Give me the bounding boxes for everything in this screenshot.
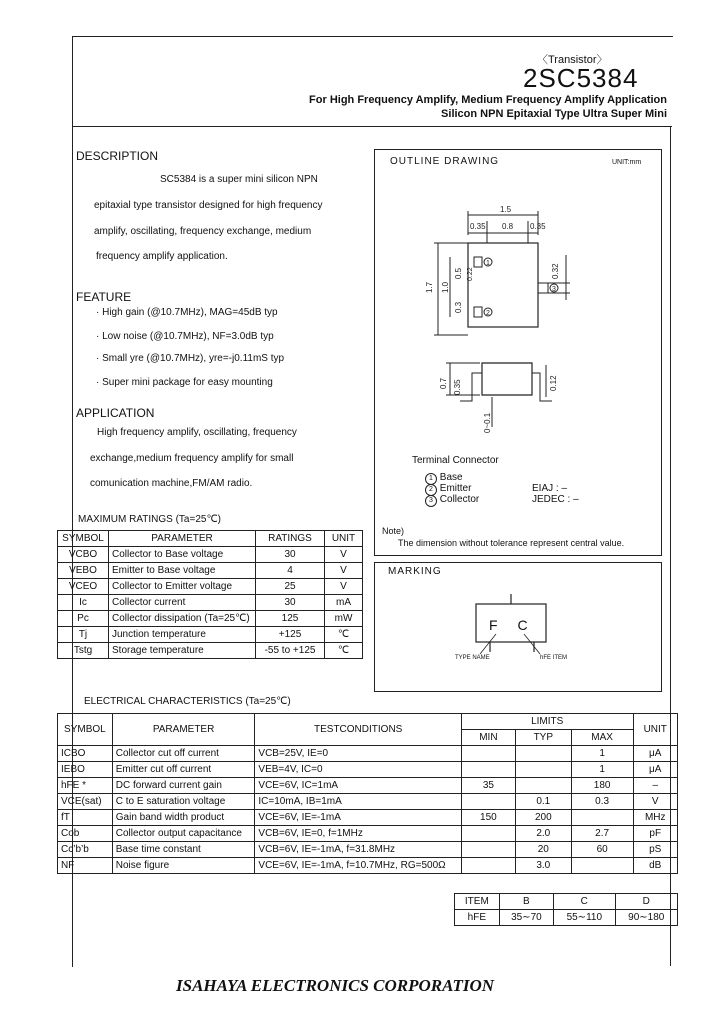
max-cell xyxy=(571,858,633,874)
application-heading: APPLICATION xyxy=(76,406,155,420)
category-label: 〈Transistor〉 xyxy=(537,54,608,66)
table-row xyxy=(58,794,678,810)
rating-cell: 30 xyxy=(256,547,325,563)
terminal-collector-label: Collector xyxy=(439,494,480,505)
unit-cell: ℃ xyxy=(325,627,363,643)
header-cell: UNIT xyxy=(325,531,363,547)
rating-cell: 125 xyxy=(256,611,325,627)
electrical-title: ELECTRICAL CHARACTERISTICS (Ta=25℃) xyxy=(84,696,291,707)
unit-cell: ℃ xyxy=(325,643,363,659)
table-row xyxy=(58,627,363,643)
description-line-4: frequency amplify application. xyxy=(96,251,228,262)
unit-cell: dB xyxy=(633,858,678,874)
header-cell: TESTCONDITIONS xyxy=(255,714,462,746)
symbol-cell: fT xyxy=(58,810,113,826)
min-cell: 35 xyxy=(461,778,515,794)
pin-label: 3 xyxy=(552,286,556,293)
header-rule xyxy=(72,126,672,127)
symbol-cell: Tj xyxy=(58,627,109,643)
terminal-title: Terminal Connector xyxy=(412,455,499,466)
outline-title: OUTLINE DRAWING xyxy=(390,156,500,167)
min-cell xyxy=(461,762,515,778)
typ-cell xyxy=(515,746,571,762)
marking-title: MARKING xyxy=(388,566,442,577)
feature-item: · Low noise (@10.7MHz), NF=3.0dB typ xyxy=(96,331,274,342)
parameter-cell: Collector to Emitter voltage xyxy=(109,579,256,595)
part-number: 2SC5384 xyxy=(523,63,639,93)
typ-cell: 200 xyxy=(515,810,571,826)
terminal-collector xyxy=(425,494,479,507)
max-cell xyxy=(571,810,633,826)
table-row xyxy=(58,826,678,842)
max-ratings-title: MAXIMUM RATINGS (Ta=25℃) xyxy=(78,514,222,525)
rating-cell: -55 to +125 xyxy=(256,643,325,659)
subtitle-line-1: For High Frequency Amplify, Medium Frequency Amplify Application xyxy=(309,94,667,106)
header-cell: LIMITS xyxy=(461,714,633,730)
min-cell xyxy=(461,826,515,842)
header-cell: UNIT xyxy=(633,714,678,746)
dim-width: 1.5 xyxy=(500,205,512,214)
conditions-cell: VCE=6V, IE=-1mA, f=10.7MHz, RG=500Ω xyxy=(255,858,462,874)
symbol-cell: hFE * xyxy=(58,778,113,794)
package-side-view xyxy=(482,363,532,395)
lead-collector xyxy=(538,283,548,293)
table-row xyxy=(58,563,363,579)
dim-05: 0.5 xyxy=(454,267,463,279)
min-cell xyxy=(461,842,515,858)
min-cell: 150 xyxy=(461,810,515,826)
symbol-cell: Pc xyxy=(58,611,109,627)
pin-label: 2 xyxy=(486,310,490,317)
hfe-rank-table xyxy=(454,893,678,926)
rating-cell: 30 xyxy=(256,595,325,611)
dim-022: 0.22 xyxy=(467,267,474,281)
header-cell: RATINGS xyxy=(256,531,325,547)
symbol-cell: VCEO xyxy=(58,579,109,595)
parameter-cell: Emitter cut off current xyxy=(112,762,255,778)
min-cell xyxy=(461,858,515,874)
description-line-3: amplify, oscillating, frequency exchange, medium xyxy=(94,226,312,237)
table-row xyxy=(58,643,363,659)
header-cell: B xyxy=(499,894,553,910)
dim-height: 1.7 xyxy=(425,281,434,293)
table-row xyxy=(58,547,363,563)
unit-cell: mA xyxy=(325,595,363,611)
max-cell: 1 xyxy=(571,746,633,762)
dim-035v: 0.35 xyxy=(453,379,462,395)
symbol-cell: ICBO xyxy=(58,746,113,762)
table-row xyxy=(455,910,678,926)
table-row xyxy=(58,810,678,826)
rating-cell: 4 xyxy=(256,563,325,579)
parameter-cell: DC forward current gain xyxy=(112,778,255,794)
outline-drawing xyxy=(374,175,660,465)
parameter-cell: Collector output capacitance xyxy=(112,826,255,842)
note-title: Note) xyxy=(382,526,405,536)
unit-cell: pS xyxy=(633,842,678,858)
symbol-cell: Ic xyxy=(58,595,109,611)
parameter-cell: Collector dissipation (Ta=25℃) xyxy=(109,611,256,627)
unit-cell: V xyxy=(325,579,363,595)
parameter-cell: Noise figure xyxy=(112,858,255,874)
eiaj-label: EIAJ : – xyxy=(532,483,568,494)
dim-pitch-mid: 0.8 xyxy=(502,222,514,231)
max-cell: 0.3 xyxy=(571,794,633,810)
company-footer: ISAHAYA ELECTRONICS CORPORATION xyxy=(176,976,495,995)
header-cell: TYP xyxy=(515,730,571,746)
hfe-item-label: hFE ITEM xyxy=(540,655,568,661)
feature-item: · Small yre (@10.7MHz), yre=-j0.11mS typ xyxy=(96,353,285,364)
symbol-cell: VCBO xyxy=(58,547,109,563)
typ-cell: 20 xyxy=(515,842,571,858)
type-name-label: TYPE NAME xyxy=(455,655,490,661)
table-row xyxy=(58,746,678,762)
conditions-cell: VEB=4V, IC=0 xyxy=(255,762,462,778)
symbol-cell: Tstg xyxy=(58,643,109,659)
package-top-view xyxy=(468,243,538,327)
rating-cell: 25 xyxy=(256,579,325,595)
header-cell: D xyxy=(615,894,678,910)
application-line-3: comunication machine,FM/AM radio. xyxy=(90,478,253,489)
header-cell: SYMBOL xyxy=(58,714,113,746)
unit-cell: μA xyxy=(633,746,678,762)
max-cell: 180 xyxy=(571,778,633,794)
conditions-cell: VCE=6V, IC=1mA xyxy=(255,778,462,794)
subtitle-line-2: Silicon NPN Epitaxial Type Ultra Super Mini xyxy=(441,108,667,120)
typ-cell: 0.1 xyxy=(515,794,571,810)
feature-item: · High gain (@10.7MHz), MAG=45dB typ xyxy=(96,307,278,318)
symbol-cell: Cc’b’b xyxy=(58,842,113,858)
note-text: The dimension without tolerance represent central value. xyxy=(398,538,625,548)
lead-base xyxy=(474,257,482,267)
application-line-2: exchange,medium frequency amplify for small xyxy=(90,453,294,464)
typ-cell xyxy=(515,778,571,794)
parameter-cell: Collector cut off current xyxy=(112,746,255,762)
pin-label: 1 xyxy=(486,260,490,267)
unit-cell: V xyxy=(633,794,678,810)
dim-pitch-left: 0.35 xyxy=(470,222,486,231)
dim-07: 0.7 xyxy=(439,377,448,389)
description-heading: DESCRIPTION xyxy=(76,149,159,163)
conditions-cell: VCE=6V, IE=-1mA xyxy=(255,810,462,826)
terminal-emitter-label: Emitter xyxy=(439,483,472,494)
dim-012: 0.12 xyxy=(549,375,558,391)
feature-item: · Super mini package for easy mounting xyxy=(96,377,273,388)
terminal-base-label: Base xyxy=(439,472,463,483)
parameter-cell: Collector to Base voltage xyxy=(109,547,256,563)
parameter-cell: Collector current xyxy=(109,595,256,611)
dim-pitch-right: 0.35 xyxy=(530,222,546,231)
description-line-1: SC5384 is a super mini silicon NPN xyxy=(160,174,318,185)
header-cell: PARAMETER xyxy=(112,714,255,746)
unit-cell: V xyxy=(325,547,363,563)
min-cell xyxy=(461,794,515,810)
unit-cell: MHz xyxy=(633,810,678,826)
parameter-cell: Emitter to Base voltage xyxy=(109,563,256,579)
electrical-table xyxy=(57,713,678,874)
parameter-cell: Base time constant xyxy=(112,842,255,858)
dim-03: 0.3 xyxy=(454,301,463,313)
marking-chars: F C xyxy=(489,617,536,633)
unit-cell: mW xyxy=(325,611,363,627)
description-line-2: epitaxial type transistor designed for high frequency xyxy=(94,200,323,211)
feature-heading: FEATURE xyxy=(76,290,132,304)
header-cell: PARAMETER xyxy=(109,531,256,547)
table-row xyxy=(58,842,678,858)
outline-unit: UNIT:mm xyxy=(612,159,642,166)
symbol-cell: IEBO xyxy=(58,762,113,778)
max-cell: 2.7 xyxy=(571,826,633,842)
typ-cell: 2.0 xyxy=(515,826,571,842)
unit-cell: V xyxy=(325,563,363,579)
max-ratings-table xyxy=(57,530,363,659)
unit-cell: μA xyxy=(633,762,678,778)
table-row xyxy=(58,858,678,874)
max-cell: 60 xyxy=(571,842,633,858)
header-cell: SYMBOL xyxy=(58,531,109,547)
unit-cell: pF xyxy=(633,826,678,842)
min-cell xyxy=(461,746,515,762)
table-row xyxy=(58,595,363,611)
rank-cell: 90∼180 xyxy=(615,910,678,926)
symbol-cell: NF xyxy=(58,858,113,874)
table-row xyxy=(58,762,678,778)
parameter-cell: Gain band width product xyxy=(112,810,255,826)
conditions-cell: VCB=6V, IE=0, f=1MHz xyxy=(255,826,462,842)
symbol-cell: VCE(sat) xyxy=(58,794,113,810)
symbol-cell: Cob xyxy=(58,826,113,842)
rank-cell: 35∼70 xyxy=(499,910,553,926)
header-cell: ITEM xyxy=(455,894,500,910)
header-cell: C xyxy=(554,894,615,910)
typ-cell: 3.0 xyxy=(515,858,571,874)
jedec-label: JEDEC : – xyxy=(532,494,579,505)
pin-1-icon: 1 xyxy=(425,473,437,485)
rank-cell: 55∼110 xyxy=(554,910,615,926)
unit-cell: – xyxy=(633,778,678,794)
typ-cell xyxy=(515,762,571,778)
conditions-cell: IC=10mA, IB=1mA xyxy=(255,794,462,810)
table-row xyxy=(58,778,678,794)
dim-body-height: 1.0 xyxy=(441,281,450,293)
header-cell: MAX xyxy=(571,730,633,746)
symbol-cell: VEBO xyxy=(58,563,109,579)
rating-cell: +125 xyxy=(256,627,325,643)
max-cell: 1 xyxy=(571,762,633,778)
parameter-cell: Storage temperature xyxy=(109,643,256,659)
item-cell: hFE xyxy=(455,910,500,926)
parameter-cell: Junction temperature xyxy=(109,627,256,643)
table-row xyxy=(58,579,363,595)
dim-032: 0.32 xyxy=(551,263,560,279)
header-cell: MIN xyxy=(461,730,515,746)
conditions-cell: VCB=25V, IE=0 xyxy=(255,746,462,762)
application-line-1: High frequency amplify, oscillating, frequency xyxy=(97,427,297,438)
dim-0to01: 0~0.1 xyxy=(483,412,492,433)
pin-3-icon: 3 xyxy=(425,495,437,507)
conditions-cell: VCB=6V, IE=-1mA, f=31.8MHz xyxy=(255,842,462,858)
pin-2-icon: 2 xyxy=(425,484,437,496)
lead-emitter xyxy=(474,307,482,317)
table-row xyxy=(58,611,363,627)
parameter-cell: C to E saturation voltage xyxy=(112,794,255,810)
